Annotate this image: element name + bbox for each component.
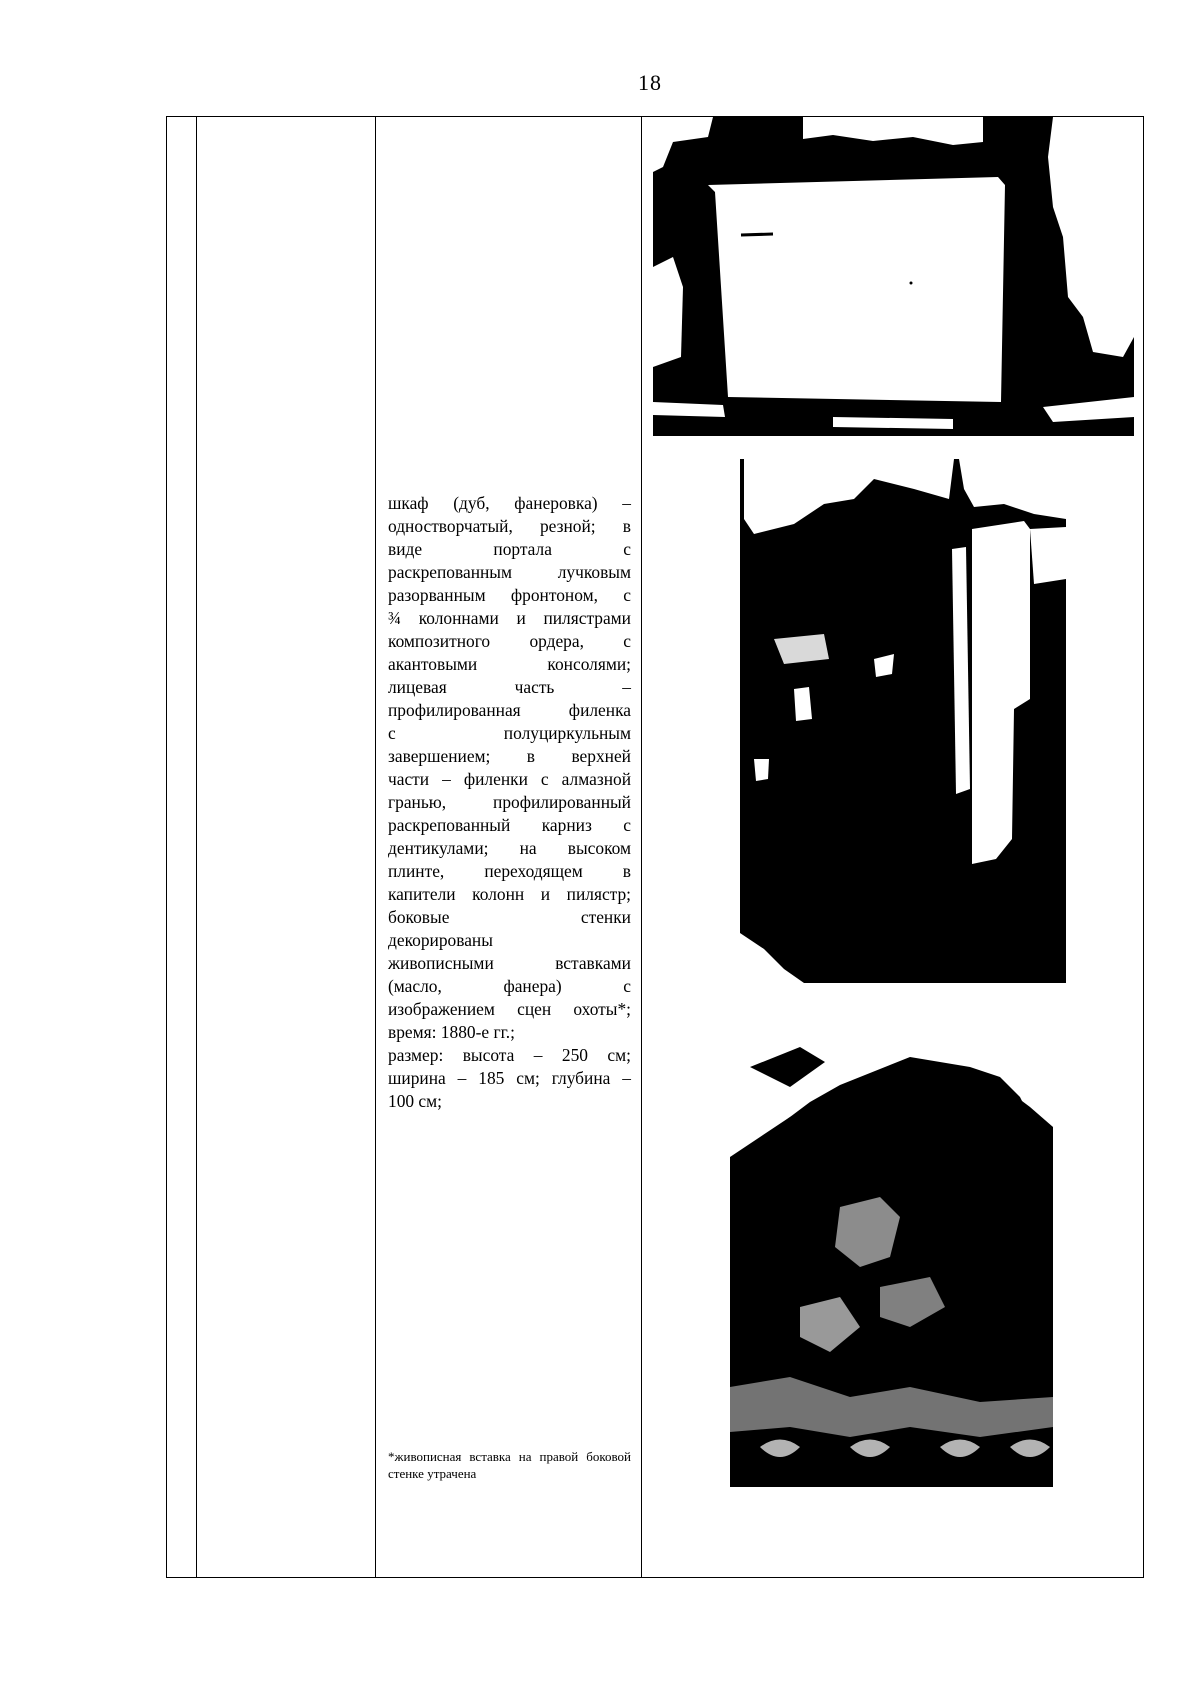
description-line: живописными вставками — [388, 953, 631, 973]
description-line: размер: высота – 250 см; — [388, 1045, 631, 1065]
page-number: 18 — [638, 70, 662, 95]
cabinet-side-photo — [734, 459, 1066, 983]
description-line: дентикулами; на высоком — [388, 838, 631, 858]
carved-detail-image — [730, 1007, 1053, 1487]
item-description — [388, 492, 631, 1113]
description-line: лицевая часть – — [388, 677, 631, 697]
description-line: декорированы — [388, 930, 493, 950]
description-line: части – филенки с алмазной — [388, 769, 631, 789]
cabinet-front-photo — [653, 117, 1134, 436]
description-line: ¾ колоннами и пилястрами — [388, 608, 631, 628]
description-line: акантовыми консолями; — [388, 654, 631, 674]
description-line: плинте, переходящем в — [388, 861, 631, 881]
description-line: виде портала с — [388, 539, 631, 559]
description-line: 100 см; — [388, 1091, 442, 1111]
description-line: раскрепованный карниз с — [388, 815, 631, 835]
description-line: боковые стенки — [388, 907, 631, 927]
column-divider-2 — [375, 117, 376, 1577]
cabinet-side-image — [734, 459, 1066, 983]
footnote: *живописная вставка на правой боковой стенке утрачена — [388, 1449, 631, 1481]
description-line: с полуциркульным — [388, 723, 631, 743]
description-line: завершением; в верхней — [388, 746, 631, 766]
description-line: (масло, фанера) с — [388, 976, 631, 996]
column-divider-3 — [641, 117, 642, 1577]
description-line: гранью, профилированный — [388, 792, 631, 812]
column-divider-1 — [196, 117, 197, 1577]
description-line: раскрепованным лучковым — [388, 562, 631, 582]
carved-detail-photo — [730, 1007, 1053, 1487]
description-line: ширина – 185 см; глубина – — [388, 1068, 631, 1088]
description-line: композитного ордера, с — [388, 631, 631, 651]
description-line: разорванным фронтоном, с — [388, 585, 631, 605]
description-line: одностворчатый, резной; в — [388, 516, 631, 536]
description-line: время: 1880-е гг.; — [388, 1022, 515, 1042]
description-line: профилированная филенка — [388, 700, 631, 720]
cabinet-front-image — [653, 117, 1134, 436]
description-line: шкаф (дуб, фанеровка) – — [388, 493, 631, 513]
description-line: капители колонн и пилястр; — [388, 884, 631, 904]
description-line: изображением сцен охоты*; — [388, 999, 631, 1019]
